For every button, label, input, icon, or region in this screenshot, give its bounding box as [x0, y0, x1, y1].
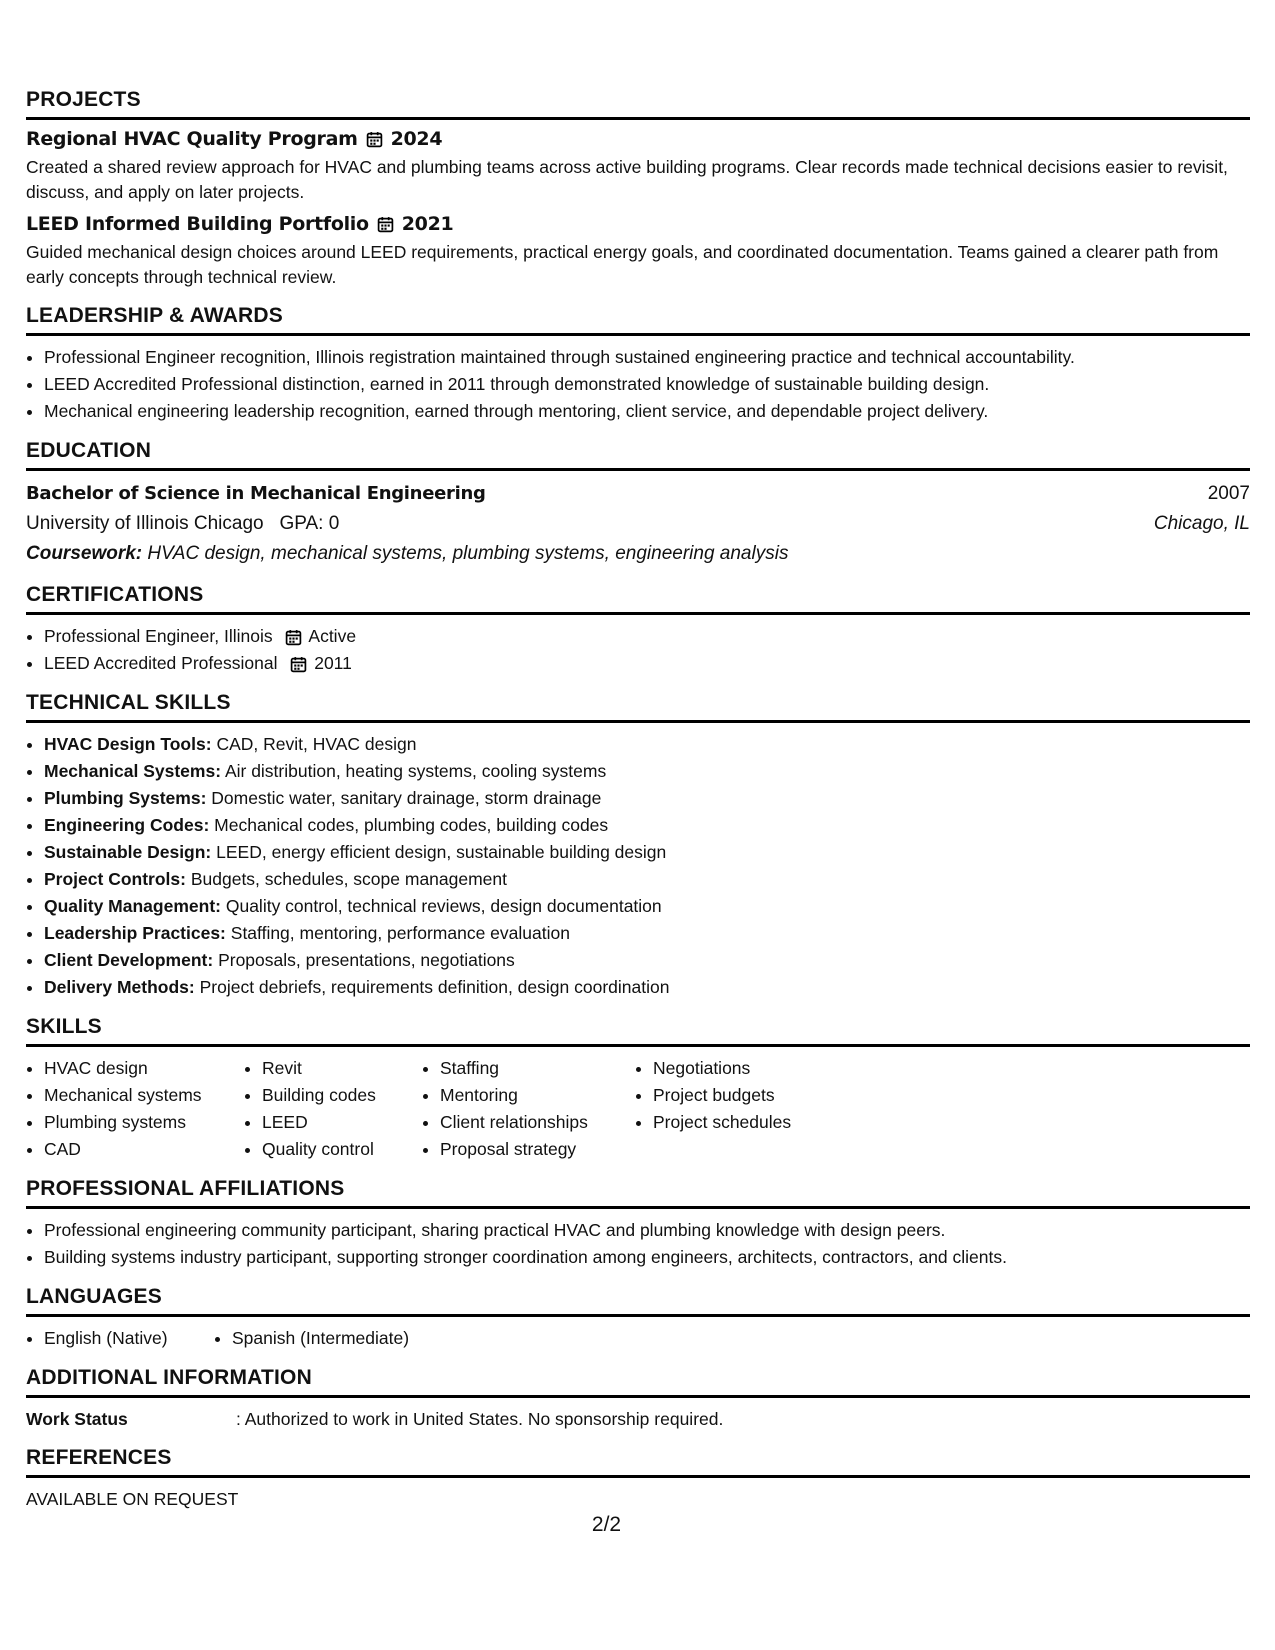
page-number: 2/2 [591, 1513, 622, 1536]
list-item [44, 812, 1250, 839]
section-title: EDUCATION [26, 439, 1250, 471]
list-item: • Mechanical engineering leadership recognition, earned through mentoring, client service, and dependable project delivery. [44, 398, 1250, 425]
skill-label: Project Controls: [44, 869, 186, 889]
list-item: • LEED [262, 1109, 422, 1136]
skill-value: Proposals, presentations, negotiations [218, 950, 515, 970]
list-item: • Spanish (Intermediate) [232, 1325, 409, 1352]
section-title: PROFESSIONAL AFFILIATIONS [26, 1177, 1250, 1209]
list-item: • Proposal strategy [440, 1136, 635, 1163]
section-title: CERTIFICATIONS [26, 583, 1250, 615]
skill-value: Staffing, mentoring, performance evaluation [230, 923, 570, 943]
list-item: • Plumbing systems [44, 1109, 244, 1136]
degree: Bachelor of Science in Mechanical Engineering [26, 483, 486, 504]
cert-name: LEED Accredited Professional [44, 653, 278, 673]
skill-value: Air distribution, heating systems, cooling systems [224, 761, 607, 781]
leadership-section [26, 304, 1250, 425]
skills-grid [26, 1055, 1250, 1163]
certifications-section [26, 583, 1250, 677]
coursework-label: Coursework: [26, 543, 143, 564]
list-item: • CAD [44, 1136, 244, 1163]
resume-page [26, 88, 1250, 1526]
skill-label: HVAC Design Tools: [44, 734, 212, 754]
list-item: • LEED Accredited Professional distinction, earned in 2011 through demonstrated knowledge of sustainable building design. [44, 371, 1250, 398]
additional-section [26, 1366, 1250, 1432]
list-item [44, 974, 1250, 1001]
project-year: 2024 [390, 128, 443, 150]
skill-label: Engineering Codes: [44, 815, 210, 835]
list-item: • Quality control [262, 1136, 422, 1163]
cert-date: 2011 [314, 653, 352, 673]
references-text: AVAILABLE ON REQUEST [26, 1489, 239, 1509]
section-title: PROJECTS [26, 88, 1250, 120]
skill-label: Leadership Practices: [44, 923, 226, 943]
technical-skills-section [26, 691, 1250, 1001]
list-item: • Staffing [440, 1055, 635, 1082]
coursework-value: HVAC design, mechanical systems, plumbing systems, engineering analysis [147, 543, 789, 564]
list-item: • Client relationships [440, 1109, 635, 1136]
gpa: GPA: 0 [279, 513, 340, 534]
project-item [26, 128, 1250, 205]
cert-date: Active [308, 626, 357, 646]
list-item: • Building systems industry participant, supporting stronger coordination among engineers, architects, contractors, and clients. [44, 1244, 1250, 1271]
list-item [44, 866, 1250, 893]
languages-section [26, 1285, 1250, 1352]
skill-label: Mechanical Systems: [44, 761, 222, 781]
skill-value: Domestic water, sanitary drainage, storm drainage [211, 788, 602, 808]
skill-label: Plumbing Systems: [44, 788, 207, 808]
list-item: • Building codes [262, 1082, 422, 1109]
project-item [26, 213, 1250, 290]
languages-list [26, 1325, 1250, 1352]
graduation-year: 2007 [1207, 483, 1250, 504]
education-section [26, 439, 1250, 569]
list-item [44, 785, 1250, 812]
work-status-value: : Authorized to work in United States. No sponsorship required. [236, 1409, 724, 1429]
project-name: LEED Informed Building Portfolio [26, 213, 369, 235]
section-title: LEADERSHIP & AWARDS [26, 304, 1250, 336]
list-item [44, 650, 1250, 677]
list-item: • Negotiations [653, 1055, 853, 1082]
references-section [26, 1446, 1250, 1512]
list-item: • English (Native) [44, 1325, 214, 1352]
technical-skills-list [26, 731, 1250, 1001]
skill-value: Budgets, schedules, scope management [190, 869, 508, 889]
skills-column [422, 1055, 635, 1163]
list-item: • HVAC design [44, 1055, 244, 1082]
projects-section [26, 88, 1250, 290]
school-location: Chicago, IL [1153, 513, 1250, 534]
list-item [44, 893, 1250, 920]
skill-label: Sustainable Design: [44, 842, 212, 862]
list-item: • Professional Engineer recognition, Illinois registration maintained through sustained engineering practice and technical accountability. [44, 344, 1250, 371]
affiliations-list [26, 1217, 1250, 1271]
calendar-icon [366, 131, 383, 148]
project-description: Created a shared review approach for HVAC and plumbing teams across active building programs. Clear records made technical decisions easier to revisit, discuss, and apply on later projects. [26, 157, 1228, 202]
calendar-icon [377, 216, 394, 233]
skill-value: LEED, energy efficient design, sustainable building design [216, 842, 667, 862]
section-title: TECHNICAL SKILLS [26, 691, 1250, 723]
calendar-icon [290, 656, 307, 673]
section-title: LANGUAGES [26, 1285, 1250, 1317]
list-item [44, 947, 1250, 974]
section-title: ADDITIONAL INFORMATION [26, 1366, 1250, 1398]
list-item [44, 920, 1250, 947]
list-item: • Mentoring [440, 1082, 635, 1109]
skill-value: Quality control, technical reviews, design documentation [225, 896, 662, 916]
list-item: • Project budgets [653, 1082, 853, 1109]
section-title: SKILLS [26, 1015, 1250, 1047]
leadership-list [26, 344, 1250, 425]
calendar-icon [285, 629, 302, 646]
work-status-label: Work Status [26, 1409, 128, 1429]
project-year: 2021 [401, 213, 454, 235]
list-item [44, 758, 1250, 785]
cert-name: Professional Engineer, Illinois [44, 626, 273, 646]
list-item [44, 839, 1250, 866]
skill-label: Delivery Methods: [44, 977, 195, 997]
project-description: Guided mechanical design choices around LEED requirements, practical energy goals, and coordinated documentation. Teams gained a clearer path from early concepts through technical review. [26, 242, 1219, 287]
skills-section [26, 1015, 1250, 1163]
skills-column [26, 1055, 244, 1163]
list-item [44, 623, 1250, 650]
project-name: Regional HVAC Quality Program [26, 128, 358, 150]
coursework [26, 539, 1250, 569]
affiliations-section [26, 1177, 1250, 1271]
skill-value: CAD, Revit, HVAC design [216, 734, 417, 754]
school-name: University of Illinois Chicago [26, 513, 264, 534]
list-item: • Mechanical systems [44, 1082, 244, 1109]
skill-value: Project debriefs, requirements definition, design coordination [199, 977, 670, 997]
section-title: REFERENCES [26, 1446, 1250, 1478]
skill-value: Mechanical codes, plumbing codes, building codes [214, 815, 609, 835]
skills-column [244, 1055, 422, 1163]
list-item: • Professional engineering community participant, sharing practical HVAC and plumbing knowledge with design peers. [44, 1217, 1250, 1244]
skill-label: Client Development: [44, 950, 214, 970]
skills-column [635, 1055, 853, 1163]
certifications-list [26, 623, 1250, 677]
list-item: • Revit [262, 1055, 422, 1082]
skill-label: Quality Management: [44, 896, 221, 916]
list-item: • Project schedules [653, 1109, 853, 1136]
list-item [44, 731, 1250, 758]
